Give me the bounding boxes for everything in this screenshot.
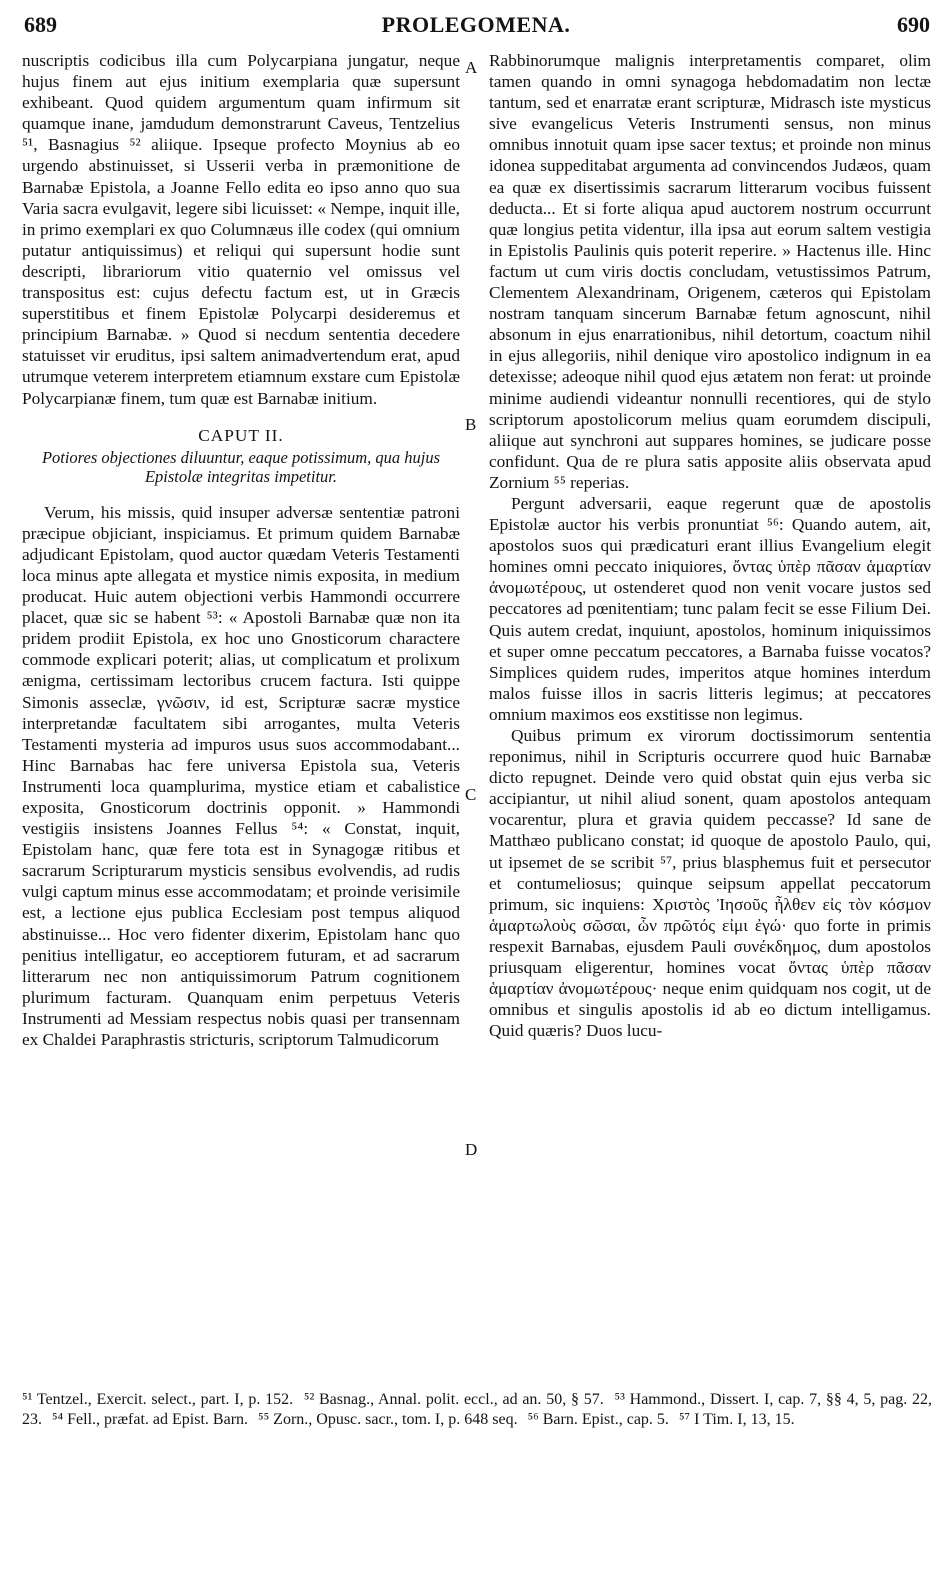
left-paragraph-1: nuscriptis codicibus illa cum Polycarpiana jungatur, neque hujus finem aut ejus initium exemplaria quæ supersunt exhibeant. Quod quidem argumentum quam infirmum sit quamque inane, jamdudum demonstrarunt Caveus, Tentzelius ⁵¹, Basnagius ⁵² aliique. Ipseque profecto Moynius ab eo urgendo abstinuisset, si Usserii verba in præmonitione de Barnabæ Epistola, a Joanne Fello edita eo ipso anno quo sua Varia sacra evulgavit, legere sibi licuisset: « Nempe, inquit ille, in primo exemplari ex quo Columnæus ille codex (qui omnium putatur antiquissimus) et reliqui qui supersunt hodie sunt descripti, librariorum vitio quaternio vel omissus vel transpositus est: cujus defectu factum est, ut in Græcis superstitibus et finem Epistolæ Polycarpi desideremus et principium Barnabæ. » Quod si necdum sententia decedere statuisset vir eruditus, ipsi saltem animadvertendum erat, apud utrumque veterem interpretem etiamnum exstare cum Epistolæ Polycarpianæ finem, tum quæ est Barnabæ initium. <box>22 51 460 408</box>
footnote-56: ⁵⁶ Barn. Epist., cap. 5. <box>527 1410 669 1428</box>
footnote-57: ⁵⁷ I Tim. I, 13, 15. <box>678 1410 795 1428</box>
right-paragraph-2: Pergunt adversarii, eaque regerunt quæ de apostolis Epistolæ auctor his verbis pronuntiat ⁵⁶: Quando autem, ait, apostolos suos qui prædicaturi erant illius Evangelium elegit homines omni peccato iniquiores, ὄντας ὑπὲρ πᾶσαν ἁμαρτίαν ἀνομωτέρους, ut ostenderet quod non venit vocare justos sed peccatores ad pœnitentiam; tunc palam fecit se esse Filium Dei. Quis autem credat, inquiunt, apostolos, hominum iniquissimos et super omne peccatum peccatores, a Barnaba fuisse vocatos? Simplices quidem rudes, imperitos atque homines interdum malos fuisse illos in sacris litteris legimus; at peccatores omnium maximos eos exstitisse non legimus. <box>489 493 931 724</box>
chapter-heading: CAPUT II. <box>198 425 284 445</box>
right-paragraph-3: Quibus primum ex virorum doctissimorum sententia reponimus, nihil in Scripturis occurrere quod huic Barnabæ dicto repugnet. Deinde vero quid obstat quin ejus verba sic accipiantur, ut nihil aliud sonent, quam apostolos antequam vocarentur, plura et gravia quidem peccasse? Id sane de Matthæo publicano constat; id quoque de apostolo Paulo, qui, ut ipsemet de se scribit ⁵⁷, prius blasphemus fuit et persecutor et contumeliosus; quinque seipsum appellat peccatorum primum, sic inquiens: Χριστὸς Ἰησοῦς ἦλθεν εἰς τὸν κόσμον ἁμαρτωλοὺς σῶσαι, ὧν πρῶτός εἰμι ἐγώ· quo forte in primis respexit Barnabas, ejusdem Pauli συνέκδημος, dum apostolos priusquam eligerentur, homines vocat ὄντας ὑπὲρ πᾶσαν ἁμαρτίαν ἀνομωτέρους· neque enim quidquam nos cogit, ut de omnibus et singulis apostolis id ab eo dictum intelligamus. Quid quæris? Duos lucu- <box>489 726 931 1041</box>
left-column <box>22 50 460 1050</box>
right-paragraph-1: Rabbinorumque malignis interpretamentis comparet, olim tamen quando in omni synagoga hebdomadatim non lectæ tantum, sed et enarratæ erant scripturæ, Midrasch iste mysticus sive evangelicus Veteris Instrumenti sensus, non minus omnibus innotuit quam ipse sacer textus; et proinde non minus idonea suppeditabat argumenta ad convincendos Judæos, quam ea quæ ex disertissimis sacrarum litterarum vocibus fuissent deducta... Et si forte aliqua apud auctorem nostrum occurrunt quæ longius petita videntur, illa ipsa aut eorum saltem vestigia in Epistolis Paulinis quis poterit reperire. » Hactenus ille. Hinc factum ut cum viris doctis concludam, vetustissimos Patrum, Clementem Alexandrinam, Origenem, cæteros qui Epistolam nostram tanquam sincerum Barnabæ fetum agnoscunt, nihil absonum in ejus enarrationibus, nihil detortum, coactum nihil in ejus allegoriis, nihil denique viro apostolico indignum in ea detexisse; adeoque nihil quod ejus ætatem non ferat: ut proinde minime audiendi videantur nonnulli recentiores, qui de stylo scriptorum apostolicorum melius quam eorumdem discipuli, aliique aut synchroni aut suppares homines, se judicare posse confidunt. Qua de re plura satis apposite aliis observata apud Zornium ⁵⁵ reperias. <box>489 51 931 492</box>
column-marker-d: D <box>465 1140 478 1159</box>
column-marker-c: C <box>465 785 477 804</box>
footnote-51: ⁵¹ Tentzel., Exercit. select., part. I, p. 152. <box>22 1391 294 1408</box>
footnote-53: ⁵³ Hammond., Dissert. I, cap. 7, §§ 4, 5, pag. 22, 23. <box>22 1391 933 1428</box>
left-paragraph-2: Verum, his missis, quid insuper adversæ sententiæ patroni præcipue objiciant, inspiciamus. Et primum quidem Barnabæ adjudicant Epistolam, quod auctor quædam Veteris Testamenti loca minus apte allegata et mystice nimis exposita, in medium producat. Huic autem objectioni verbis Hammondi occurrere placet, quæ sic se habent ⁵³: « Apostoli Barnabæ quæ non ita pridem prodiit Epistola, ex hoc uno Gnosticorum charactere commode explicari poterit; alias, ut complicatum et prolixum ænigma, certissimam lectoribus crucem factura. Isti quippe Simonis asseclæ, γνῶσιν, id est, Scripturæ sacræ mystice interpretandæ facultatem sibi arrogantes, multa Veteris Testamenti mysteria ad impuros usus suos accommodabant... Hinc Barnabas hac fere universa Epistola sua, Veteris Instrumenti loca quamplurima, mystice etiam et cabalistice exposita, Gnosticorum doctrinis opponit. » Hammondi vestigiis insistens Joannes Fellus ⁵⁴: « Constat, inquit, Epistolam hanc, quæ fere tota est in Synagogæ ritibus et sacrarum Scripturarum mysticis sensibus evolvendis, ad rudis vulgi captum minus esse accommodatam; et proinde verisimile est, a lectione ejus publica Ecclesiam post tempus aliquod abstinuisse... Hoc vero fidenter dixerim, Epistolam hanc quo penitius intelligatur, eo acceptiorem futuram, et ad sacrarum litterarum nec non antiquissimorum Patrum cognitionem plurimum facturam. Quanquam enim perpetuus Veteris Instrumenti ad Messiam respectus nobis quasi per transennam ex Chaldei Paraphrastis stricturis, scriptorum Talmudicorum <box>22 502 460 1050</box>
chapter-subtitle: Potiores objectiones diluuntur, eaque potissimum, qua hujus Epistolæ integritas impetitur. <box>41 447 441 486</box>
footnote-55: ⁵⁵ Zorn., Opusc. sacr., tom. I, p. 648 seq. <box>258 1410 518 1428</box>
page-number-right: 690 <box>897 12 930 37</box>
column-marker-b: B <box>465 415 477 434</box>
running-title: PROLEGOMENA. <box>381 12 571 37</box>
page-number-left: 689 <box>24 12 57 37</box>
footnote-52: ⁵² Basnag., Annal. polit. eccl., ad an. 50, § 57. <box>303 1391 604 1408</box>
footnotes <box>22 1390 932 1429</box>
column-marker-a: A <box>465 58 478 77</box>
footnote-54: ⁵⁴ Fell., præfat. ad Epist. Barn. <box>52 1410 249 1428</box>
right-column <box>489 50 931 1041</box>
